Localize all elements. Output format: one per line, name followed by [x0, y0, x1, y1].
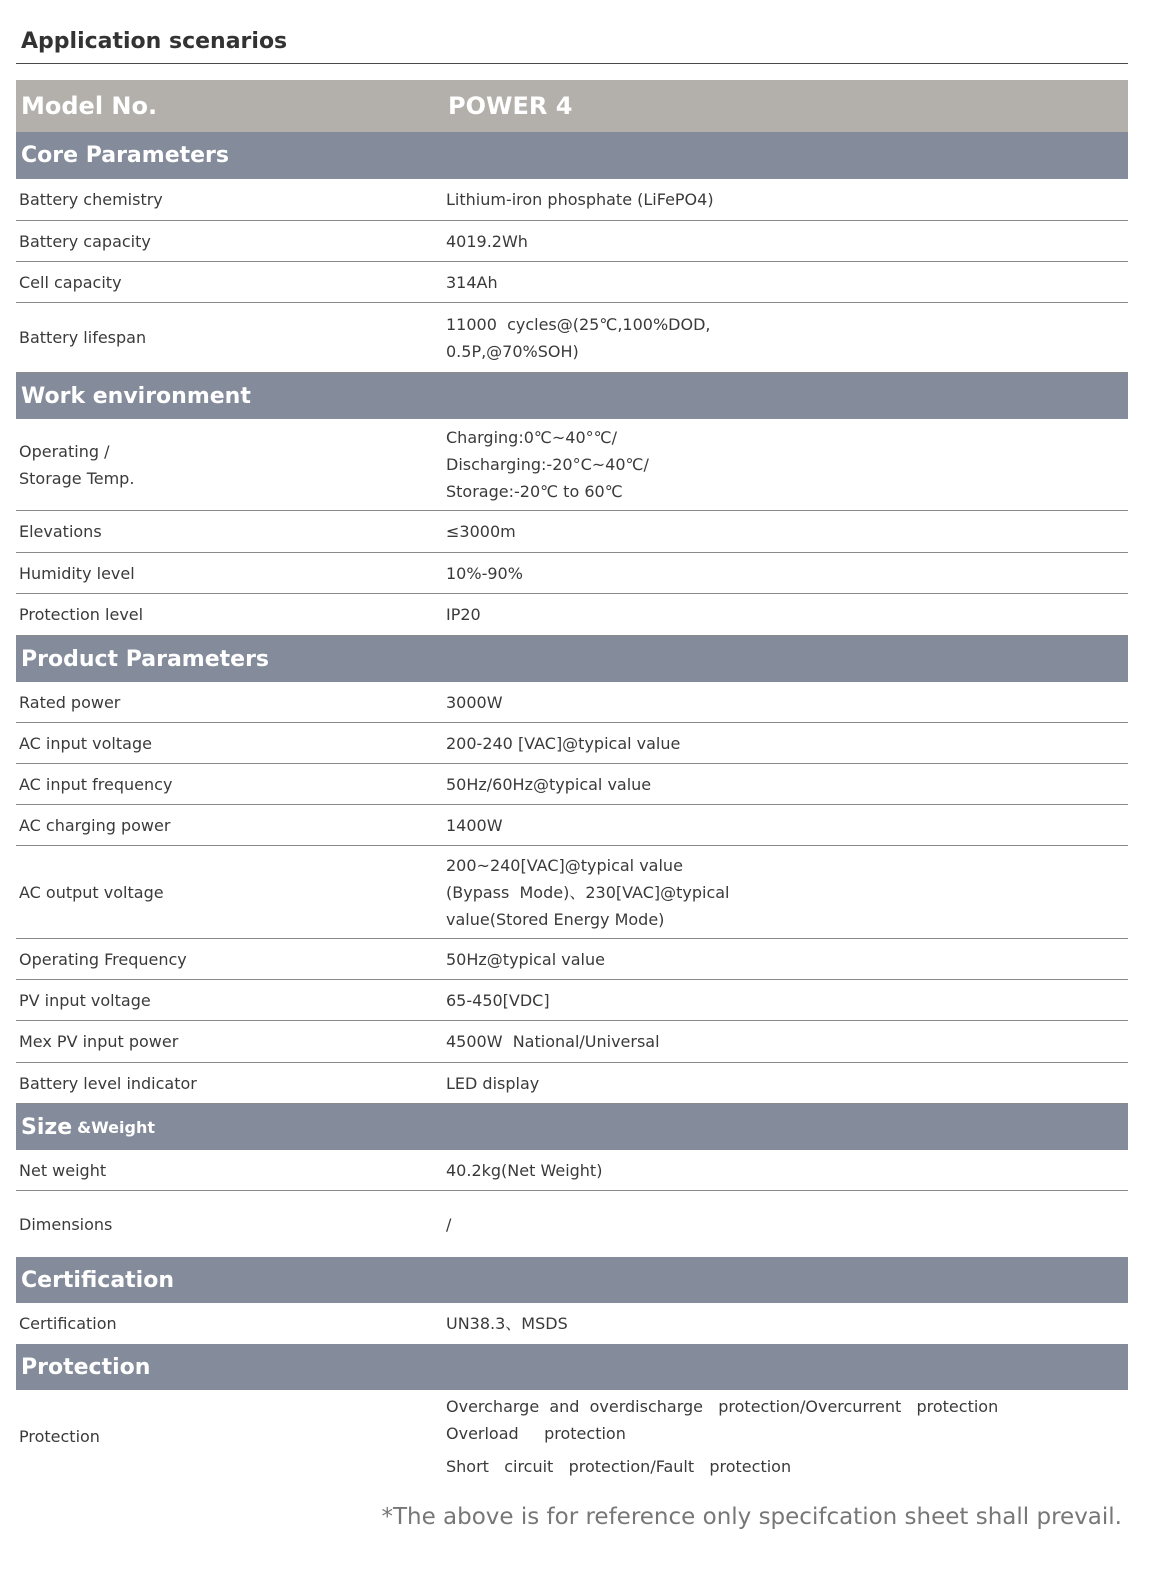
page-title: Application scenarios [21, 29, 288, 54]
spec-row-pv-input-voltage [16, 980, 1128, 1021]
section-header-core-parameters [16, 132, 1128, 179]
spec-value-line: 200~240[VAC]@typical value [446, 855, 683, 875]
spec-label-line: Cell capacity [19, 272, 122, 292]
section-header-size [16, 1104, 1128, 1150]
spec-label-line: Humidity level [19, 563, 135, 583]
spec-value-line: 4500W National/Universal [446, 1032, 660, 1051]
spec-label-line: Elevations [19, 522, 102, 541]
spec-value [446, 852, 1128, 933]
spec-label-line: Certification [19, 1314, 117, 1333]
spec-label [16, 1157, 446, 1184]
spec-value-line: value(Stored Energy Mode) [446, 909, 665, 929]
spec-value-line: 314Ah [446, 272, 498, 292]
spec-row-rated-power [16, 682, 1128, 723]
spec-value [446, 1070, 1128, 1097]
spec-value-line: 1400W [446, 815, 503, 835]
spec-value-line: Overcharge and overdischarge protection/Overcurrent protection [446, 1396, 999, 1416]
spec-row-ac-output-voltage [16, 846, 1128, 939]
spec-value-line: 0.5P,@70%SOH) [446, 341, 579, 361]
section-header-product-parameters [16, 636, 1128, 682]
spec-row-certification [16, 1303, 1128, 1344]
section-title: Certification [21, 1267, 175, 1293]
spec-row-mex-pv-input-power [16, 1021, 1128, 1063]
spec-value-line: Short circuit protection/Fault protection [446, 1456, 792, 1476]
spec-label [16, 1423, 446, 1450]
spec-label [16, 730, 446, 757]
spec-row-ac-input-frequency [16, 764, 1128, 805]
spec-row-operating-frequency [16, 939, 1128, 980]
spec-label [16, 1070, 446, 1097]
spec-label [16, 601, 446, 628]
spec-value [446, 1393, 1128, 1480]
spec-value-line: LED display [446, 1073, 540, 1093]
spec-value [446, 186, 1128, 213]
spec-value [446, 269, 1128, 296]
section-header-certification [16, 1257, 1128, 1303]
spec-row-ac-input-voltage [16, 723, 1128, 764]
model-label: Model No. [21, 92, 158, 120]
section-header-protection [16, 1344, 1128, 1390]
spec-value [446, 987, 1128, 1014]
spec-value-line: 10%-90% [446, 563, 523, 583]
spec-label-line: AC input frequency [19, 774, 173, 794]
spec-label [16, 228, 446, 255]
spec-label-line: Rated power [19, 692, 121, 712]
spec-label [16, 186, 446, 213]
spec-row-battery-lifespan [16, 303, 1128, 373]
spec-value [446, 311, 1128, 365]
spec-value-line: 3000W [446, 692, 503, 712]
spec-value-line: 40.2kg(Net Weight) [446, 1160, 603, 1180]
spec-value [446, 730, 1128, 757]
spec-value-line: Lithium-iron phosphate (LiFePO4) [446, 190, 714, 209]
section-title: Protection [21, 1354, 151, 1380]
spec-value [446, 560, 1128, 587]
spec-label [16, 1211, 446, 1238]
spec-value-line: 11000 cycles@(25℃,100%DOD, [446, 314, 711, 334]
spec-label-line: Operating / [19, 441, 110, 461]
section-title: Work environment [21, 383, 251, 409]
spec-label [16, 879, 446, 906]
spec-value-line: / [446, 1214, 452, 1234]
spec-label-line: Battery lifespan [19, 328, 147, 347]
spec-value [446, 1157, 1128, 1184]
spec-row-protection-level [16, 594, 1128, 636]
spec-label-line: AC output voltage [19, 882, 164, 902]
spec-label [16, 812, 446, 839]
spec-value-line: Overload protection [446, 1423, 626, 1443]
footnote: *The above is for reference only specifcation sheet shall prevail. [381, 1504, 1122, 1530]
spec-label-line: Operating Frequency [19, 949, 187, 969]
spec-label [16, 269, 446, 296]
spec-value [446, 1310, 1128, 1337]
spec-value-line: (Bypass Mode)、230[VAC]@typical [446, 882, 730, 902]
spec-value [446, 424, 1128, 505]
spec-row-battery-chemistry [16, 179, 1128, 221]
spec-value [446, 228, 1128, 255]
spec-value [446, 1211, 1128, 1238]
section-title: Core Parameters [21, 143, 229, 168]
spec-value [446, 518, 1128, 545]
spec-label [16, 324, 446, 351]
spec-value-line: ≤3000m [446, 522, 516, 541]
spec-label [16, 946, 446, 973]
section-title-suffix: &Weight [77, 1117, 155, 1137]
section-header-work-environment [16, 373, 1128, 419]
spec-value-line: Charging:0℃~40°℃/ [446, 428, 617, 447]
spec-value-line: 50Hz/60Hz@typical value [446, 774, 652, 794]
spec-value [446, 601, 1128, 628]
spec-table [16, 80, 1128, 1482]
spec-row-ac-charging-power [16, 805, 1128, 846]
spec-label-line: Mex PV input power [19, 1032, 179, 1051]
spec-value-line: 50Hz@typical value [446, 949, 605, 969]
spec-value-line: 4019.2Wh [446, 231, 528, 251]
spec-row-operating-storage-temp [16, 419, 1128, 511]
spec-value [446, 812, 1128, 839]
spec-value [446, 689, 1128, 716]
spec-value-line: Storage:-20℃ to 60℃ [446, 482, 623, 501]
spec-label-line: Storage Temp. [19, 468, 135, 488]
section-title: Size [21, 1114, 73, 1140]
spec-value-line: Discharging:-20°C~40℃/ [446, 455, 649, 474]
spec-row-cell-capacity [16, 262, 1128, 303]
spec-label-line: AC charging power [19, 815, 171, 835]
spec-label-line: Battery chemistry [19, 190, 163, 209]
spec-value [446, 946, 1128, 973]
spec-value-line: 200-240 [VAC]@typical value [446, 733, 681, 753]
spec-label-line: AC input voltage [19, 733, 152, 753]
spec-label [16, 518, 446, 545]
title-divider [16, 63, 1128, 64]
spec-label [16, 1310, 446, 1337]
spec-row-humidity-level [16, 553, 1128, 594]
spec-label [16, 689, 446, 716]
section-title: Product Parameters [21, 646, 270, 672]
spec-row-net-weight [16, 1150, 1128, 1191]
spec-label [16, 560, 446, 587]
spec-label [16, 987, 446, 1014]
spec-label [16, 438, 446, 492]
spec-label-line: PV input voltage [19, 990, 151, 1010]
spec-row-elevations [16, 511, 1128, 553]
spec-label-line: Protection level [19, 605, 144, 624]
spec-value [446, 771, 1128, 798]
spec-label-line: Protection [19, 1426, 100, 1446]
model-row [16, 80, 1128, 132]
spec-value-line: UN38.3、MSDS [446, 1314, 568, 1333]
spec-label-line: Dimensions [19, 1214, 113, 1234]
spec-label-line: Battery level indicator [19, 1073, 197, 1093]
spec-label-line: Battery capacity [19, 231, 151, 251]
spec-row-protection [16, 1390, 1128, 1482]
spec-value-line: 65-450[VDC] [446, 990, 550, 1010]
spec-row-battery-capacity [16, 221, 1128, 262]
spec-row-battery-level-indicator [16, 1063, 1128, 1104]
model-value: POWER 4 [448, 92, 573, 120]
spec-label [16, 1028, 446, 1055]
spec-label-line: Net weight [19, 1160, 107, 1180]
spec-value [446, 1028, 1128, 1055]
spec-row-dimensions [16, 1191, 1128, 1257]
spec-label [16, 771, 446, 798]
spec-value-line: IP20 [446, 605, 481, 624]
